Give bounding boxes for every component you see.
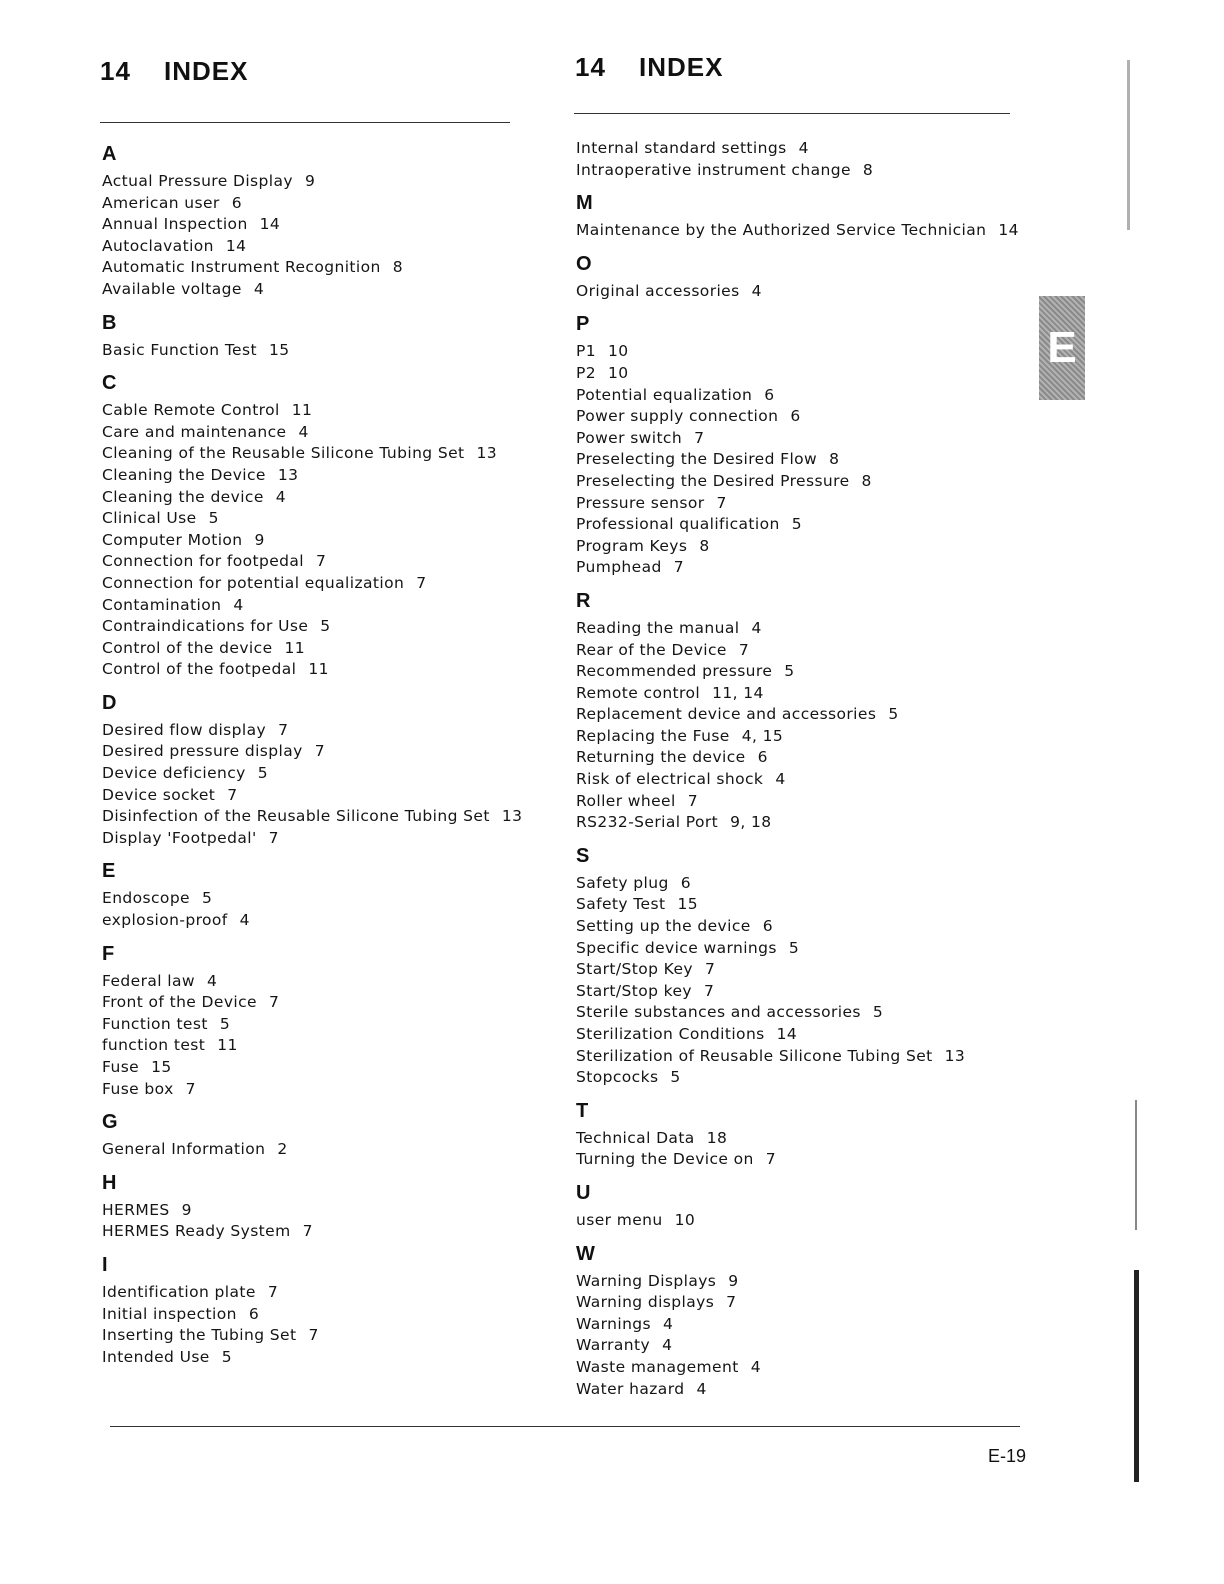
page-number: E-19 <box>988 1446 1027 1466</box>
index-page-ref: 7 <box>687 791 698 810</box>
index-entry <box>576 873 1016 895</box>
index-term: Clinical Use <box>102 509 197 528</box>
index-page-ref: 4 <box>233 595 244 614</box>
index-letter-heading: H <box>102 1171 117 1194</box>
index-page-ref: 2 <box>277 1140 288 1159</box>
index-term: Original accessories <box>576 281 740 300</box>
index-term: Preselecting the Desired Flow <box>576 450 818 469</box>
index-letter-heading: C <box>102 372 117 395</box>
index-page-ref: 7 <box>278 720 289 739</box>
index-page-ref: 4 <box>751 618 762 637</box>
index-term: Initial inspection <box>102 1304 237 1323</box>
index-page-ref: 13 <box>501 807 523 826</box>
index-term: Potential equalization <box>576 385 753 404</box>
index-entry <box>102 828 542 850</box>
index-term: Intraoperative instrument change <box>576 160 851 179</box>
index-term: HERMES Ready System <box>102 1222 291 1241</box>
index-entry <box>102 551 542 573</box>
index-page-ref: 10 <box>608 363 629 382</box>
index-term: Device socket <box>102 785 216 804</box>
index-page-ref: 7 <box>704 981 715 1000</box>
index-page-ref: 14 <box>259 215 281 234</box>
index-page-ref: 13 <box>944 1046 966 1065</box>
index-term: Federal law <box>102 971 195 990</box>
index-term: Rear of the Device <box>576 640 727 659</box>
index-page-ref: 4 <box>751 281 762 300</box>
index-page-ref: 4 <box>798 139 809 157</box>
index-entry <box>576 1210 1016 1232</box>
index-page-ref: 4 <box>750 1357 761 1376</box>
index-term: Annual Inspection <box>102 215 248 234</box>
index-page-ref: 7 <box>308 1326 319 1345</box>
index-entry <box>576 1379 1016 1401</box>
index-term: Warranty <box>576 1336 651 1355</box>
index-term: Care and maintenance <box>102 422 287 441</box>
index-page-ref: 6 <box>790 407 801 426</box>
index-entry <box>102 720 542 742</box>
index-entry <box>102 1200 542 1222</box>
index-page-ref: 10 <box>674 1210 696 1229</box>
index-letter-heading: U <box>576 1181 591 1204</box>
index-entry <box>576 894 1016 916</box>
index-term: Pumphead <box>576 558 662 577</box>
index-term: Function test <box>102 1014 208 1033</box>
index-entry <box>576 385 1016 407</box>
index-term: American user <box>102 193 220 212</box>
index-term: Start/Stop Key <box>576 960 693 979</box>
index-term: Cable Remote Control <box>102 401 280 420</box>
index-term: Maintenance by the Authorized Service Technician <box>576 221 987 240</box>
index-term: Pressure sensor <box>576 493 705 512</box>
index-term: Warnings <box>576 1314 652 1333</box>
index-letter-heading: R <box>576 589 591 612</box>
index-page-ref: 4 <box>298 422 309 441</box>
index-letter-heading: E <box>102 860 116 883</box>
index-entry <box>576 493 1016 515</box>
index-letter-heading: O <box>576 252 592 275</box>
index-entry <box>102 1035 542 1057</box>
section-number: 14 <box>100 56 131 86</box>
index-page-ref: 11 <box>308 660 329 679</box>
index-page-ref: 14 <box>225 236 247 255</box>
index-page-ref: 8 <box>699 536 710 555</box>
index-entry <box>102 193 542 215</box>
index-term: Cleaning of the Reusable Silicone Tubing Set <box>102 444 465 463</box>
index-term: Waste management <box>576 1357 739 1376</box>
index-page-ref: 5 <box>784 662 795 681</box>
index-entry <box>576 1292 1016 1314</box>
index-entry <box>576 1271 1016 1293</box>
index-column-right <box>576 138 1019 1400</box>
index-entry <box>576 661 1016 683</box>
chapter-tab <box>1039 296 1085 400</box>
index-entry <box>102 400 542 422</box>
index-entry <box>102 1057 542 1079</box>
index-term: Internal standard settings <box>576 139 787 157</box>
index-letter-heading: T <box>576 1099 589 1122</box>
index-page-ref: 13 <box>476 444 498 463</box>
index-entry <box>102 741 542 763</box>
index-entry <box>576 557 1016 579</box>
index-entry <box>576 618 1016 640</box>
index-entry <box>102 1304 542 1326</box>
index-letter-heading: M <box>576 192 593 215</box>
index-term: Remote control <box>576 683 701 702</box>
index-term: Intended Use <box>102 1347 210 1366</box>
index-entry <box>102 487 542 509</box>
index-page-ref: 7 <box>704 960 716 979</box>
index-entry <box>576 536 1016 558</box>
index-entry <box>102 465 542 487</box>
index-page-ref: 10 <box>608 342 629 361</box>
index-entry <box>576 406 1016 428</box>
index-entry <box>576 916 1016 938</box>
index-term: Available voltage <box>102 279 242 298</box>
index-term: Professional qualification <box>576 515 780 534</box>
index-page-ref: 5 <box>219 1014 231 1033</box>
index-letter-heading: P <box>576 313 590 336</box>
index-term: Returning the device <box>576 748 746 767</box>
index-entry <box>102 785 542 807</box>
index-entry <box>576 220 1019 242</box>
index-page-ref: 5 <box>320 617 331 636</box>
index-entry <box>102 1014 542 1036</box>
index-page-ref: 6 <box>680 873 691 892</box>
index-term: Power switch <box>576 428 683 447</box>
scan-edge-mark <box>1134 1270 1139 1482</box>
index-entry <box>576 640 1016 662</box>
index-page-ref: 6 <box>248 1304 260 1323</box>
index-entry <box>102 888 542 910</box>
index-term: Device deficiency <box>102 764 246 783</box>
index-page-ref: 7 <box>416 573 427 592</box>
index-entry <box>102 595 542 617</box>
index-letter-heading: G <box>102 1111 118 1134</box>
index-page-ref: 7 <box>716 493 727 512</box>
index-term: Sterilization Conditions <box>576 1025 765 1043</box>
index-letter-heading: D <box>102 691 117 714</box>
index-term: Reading the manual <box>576 618 740 637</box>
scan-edge-mark <box>1127 60 1130 230</box>
index-term: Stopcocks <box>576 1068 659 1087</box>
index-term: Setting up the device <box>576 917 751 936</box>
index-page-ref: 5 <box>788 938 800 957</box>
section-title: INDEX <box>164 56 249 86</box>
index-page-ref: 14 <box>776 1025 798 1043</box>
index-term: Start/Stop key <box>576 981 692 1000</box>
index-entry <box>576 1024 1016 1046</box>
index-entry <box>102 763 542 785</box>
index-term: user menu <box>576 1210 663 1229</box>
index-page-ref: 7 <box>694 428 705 447</box>
index-term: Fuse box <box>102 1079 174 1098</box>
index-term: Water hazard <box>576 1379 685 1398</box>
index-page-ref: 15 <box>677 895 698 914</box>
index-term: Replacing the Fuse <box>576 726 730 745</box>
index-page-ref: 15 <box>268 340 290 359</box>
index-entry <box>576 160 1016 182</box>
index-entry <box>576 428 1016 450</box>
index-entry <box>576 812 1016 834</box>
index-entry <box>102 659 542 681</box>
index-page-ref: 5 <box>791 515 802 534</box>
index-term: Replacement device and accessories <box>576 705 877 724</box>
index-entry <box>102 573 542 595</box>
index-page-ref: 4, 15 <box>741 726 784 745</box>
index-page-ref: 5 <box>208 509 219 528</box>
index-page-ref: 6 <box>231 193 242 212</box>
index-entry <box>102 171 542 193</box>
index-entry <box>576 1335 1016 1357</box>
index-entry <box>576 449 1016 471</box>
index-term: P2 <box>576 363 597 382</box>
index-entry <box>576 1357 1016 1379</box>
index-page-ref: 18 <box>706 1128 728 1147</box>
index-term: Endoscope <box>102 889 190 908</box>
index-term: Safety plug <box>576 873 669 892</box>
index-term: Contamination <box>102 595 222 614</box>
index-term: Specific device warnings <box>576 938 777 957</box>
index-term: Connection for potential equalization <box>102 573 405 592</box>
index-entry <box>576 1002 1016 1024</box>
index-page-ref: 13 <box>277 465 299 484</box>
index-entry <box>102 1347 542 1369</box>
index-entry <box>576 981 1016 1003</box>
index-entry <box>102 508 542 530</box>
index-entry <box>576 471 1016 493</box>
index-entry <box>102 236 542 258</box>
index-term: Program Keys <box>576 536 688 555</box>
index-entry <box>576 1149 1016 1171</box>
index-entry <box>576 726 1016 748</box>
index-page-ref: 5 <box>888 705 899 724</box>
index-entry <box>102 1079 542 1101</box>
index-term: HERMES <box>102 1200 170 1219</box>
index-entry <box>102 214 542 236</box>
index-entry <box>102 257 542 279</box>
index-entry <box>576 683 1016 705</box>
index-page-ref: 5 <box>202 889 213 908</box>
index-page-ref: 7 <box>673 558 684 577</box>
index-page-ref: 6 <box>764 385 775 404</box>
index-entry <box>102 806 542 828</box>
index-entry <box>102 443 542 465</box>
index-page-ref: 9 <box>254 530 265 549</box>
index-page-ref: 11 <box>291 401 313 420</box>
divider-bottom <box>110 1426 1020 1427</box>
index-page-ref: 4 <box>696 1379 707 1398</box>
index-entry <box>102 1139 542 1161</box>
index-entry <box>576 704 1016 726</box>
index-term: Sterile substances and accessories <box>576 1003 861 1022</box>
index-term: Automatic Instrument Recognition <box>102 258 381 277</box>
index-term: Roller wheel <box>576 791 676 810</box>
index-entry <box>576 747 1016 769</box>
index-term: Warning displays <box>576 1293 715 1312</box>
index-entry <box>576 1046 1016 1068</box>
index-entry <box>576 1067 1016 1089</box>
index-page-ref: 4 <box>239 911 250 930</box>
index-entry <box>576 1128 1016 1150</box>
index-term: Desired flow display <box>102 720 267 739</box>
index-term: Safety Test <box>576 895 666 914</box>
index-page-ref: 7 <box>302 1222 313 1241</box>
index-page-ref: 5 <box>221 1347 232 1366</box>
index-term: Risk of electrical shock <box>576 770 764 789</box>
index-page-ref: 4 <box>253 279 265 298</box>
index-term: Actual Pressure Display <box>102 172 293 190</box>
index-term: Power supply connection <box>576 407 779 426</box>
index-term: Warning Displays <box>576 1271 717 1290</box>
index-page-ref: 11 <box>284 638 306 657</box>
index-term: P1 <box>576 342 597 361</box>
index-letter-heading: S <box>576 844 590 867</box>
index-entry <box>102 1282 542 1304</box>
index-entry <box>102 1221 542 1243</box>
index-entry <box>102 340 542 362</box>
index-term: Connection for footpedal <box>102 552 304 571</box>
scan-edge-mark <box>1135 1100 1137 1230</box>
index-letter-heading: F <box>102 942 115 965</box>
chapter-tab-letter: E <box>1047 323 1077 372</box>
index-page-ref: 8 <box>861 471 872 490</box>
index-page-ref: 7 <box>738 640 750 659</box>
index-page-ref: 4 <box>275 487 287 506</box>
index-page-ref: 9 <box>304 172 316 190</box>
index-page-ref: 5 <box>670 1068 681 1087</box>
index-entry <box>576 1314 1016 1336</box>
index-page-ref: 8 <box>829 450 840 469</box>
index-term: Inserting the Tubing Set <box>102 1326 297 1345</box>
index-entry <box>102 279 542 301</box>
index-page-ref: 7 <box>314 742 325 761</box>
index-page-ref: 4 <box>662 1336 673 1355</box>
index-term: Recommended pressure <box>576 662 773 681</box>
index-entry <box>102 971 542 993</box>
index-page-ref: 8 <box>862 160 874 179</box>
index-term: Technical Data <box>576 1128 695 1147</box>
index-page-ref: 15 <box>151 1058 172 1076</box>
index-term: Desired pressure display <box>102 742 303 761</box>
index-term: Front of the Device <box>102 993 257 1012</box>
index-page-ref: 6 <box>762 917 773 936</box>
index-column-left <box>102 142 542 1368</box>
index-page-ref: 9 <box>728 1271 739 1290</box>
index-entry <box>576 363 1016 385</box>
index-entry <box>102 616 542 638</box>
index-page-ref: 5 <box>257 764 269 783</box>
index-page-ref: 5 <box>872 1003 884 1022</box>
index-term: Turning the Device on <box>576 1150 754 1169</box>
index-entry <box>102 1325 542 1347</box>
index-entry <box>576 341 1016 363</box>
index-term: Autoclavation <box>102 236 214 255</box>
index-term: Cleaning the Device <box>102 465 266 484</box>
index-page-ref: 7 <box>227 785 238 804</box>
divider-top-left <box>100 122 510 123</box>
index-page-ref: 7 <box>765 1150 777 1169</box>
index-term: General Information <box>102 1140 266 1159</box>
index-page-ref: 7 <box>268 828 279 847</box>
index-page-ref: 6 <box>757 748 768 767</box>
index-term: Control of the footpedal <box>102 660 297 679</box>
index-entry <box>576 791 1016 813</box>
index-entry <box>102 530 542 552</box>
index-entry <box>102 638 542 660</box>
index-term: function test <box>102 1036 206 1055</box>
index-entry <box>102 992 542 1014</box>
index-term: Fuse <box>102 1058 140 1076</box>
index-term: RS232-Serial Port <box>576 813 719 832</box>
section-heading-right <box>575 52 723 83</box>
divider-top-right <box>574 113 1010 114</box>
index-page-ref: 4 <box>775 770 786 789</box>
index-term: Cleaning the device <box>102 487 264 506</box>
index-entry <box>102 910 542 932</box>
index-page-ref: 8 <box>392 258 403 277</box>
index-entry <box>576 514 1016 536</box>
index-term: explosion-proof <box>102 911 228 930</box>
index-page-ref: 7 <box>316 552 327 571</box>
index-entry <box>576 138 1016 160</box>
index-term: Preselecting the Desired Pressure <box>576 471 850 490</box>
index-letter-heading: A <box>102 143 117 165</box>
index-page-ref: 4 <box>663 1314 674 1333</box>
index-letter-heading: W <box>576 1242 595 1265</box>
index-letter-heading: I <box>102 1253 108 1276</box>
index-term: Display 'Footpedal' <box>102 828 257 847</box>
index-entry <box>576 938 1016 960</box>
section-heading-left <box>100 56 248 87</box>
index-page-ref: 11 <box>217 1036 238 1055</box>
index-page-ref: 7 <box>185 1079 196 1098</box>
index-page-ref: 9 <box>181 1200 192 1219</box>
index-page-ref: 7 <box>726 1293 737 1312</box>
index-letter-heading: B <box>102 311 117 334</box>
index-term: Contraindications for Use <box>102 617 309 636</box>
index-entry <box>576 281 1016 303</box>
index-page-ref: 7 <box>267 1282 279 1301</box>
index-page-ref: 14 <box>998 221 1019 240</box>
section-number: 14 <box>575 52 606 82</box>
index-term: Disinfection of the Reusable Silicone Tubing Set <box>102 807 490 826</box>
index-page-ref: 9, 18 <box>730 813 772 832</box>
index-term: Basic Function Test <box>102 340 257 359</box>
index-entry <box>576 769 1016 791</box>
index-entry <box>102 422 542 444</box>
index-term: Computer Motion <box>102 530 243 549</box>
index-term: Sterilization of Reusable Silicone Tubing Set <box>576 1046 933 1065</box>
index-page-ref: 11, 14 <box>712 683 764 702</box>
index-term: Control of the device <box>102 638 273 657</box>
index-entry <box>576 959 1016 981</box>
index-page-ref: 4 <box>206 971 218 990</box>
index-page-ref: 7 <box>268 993 280 1012</box>
section-title: INDEX <box>639 52 724 82</box>
index-term: Identification plate <box>102 1282 256 1301</box>
